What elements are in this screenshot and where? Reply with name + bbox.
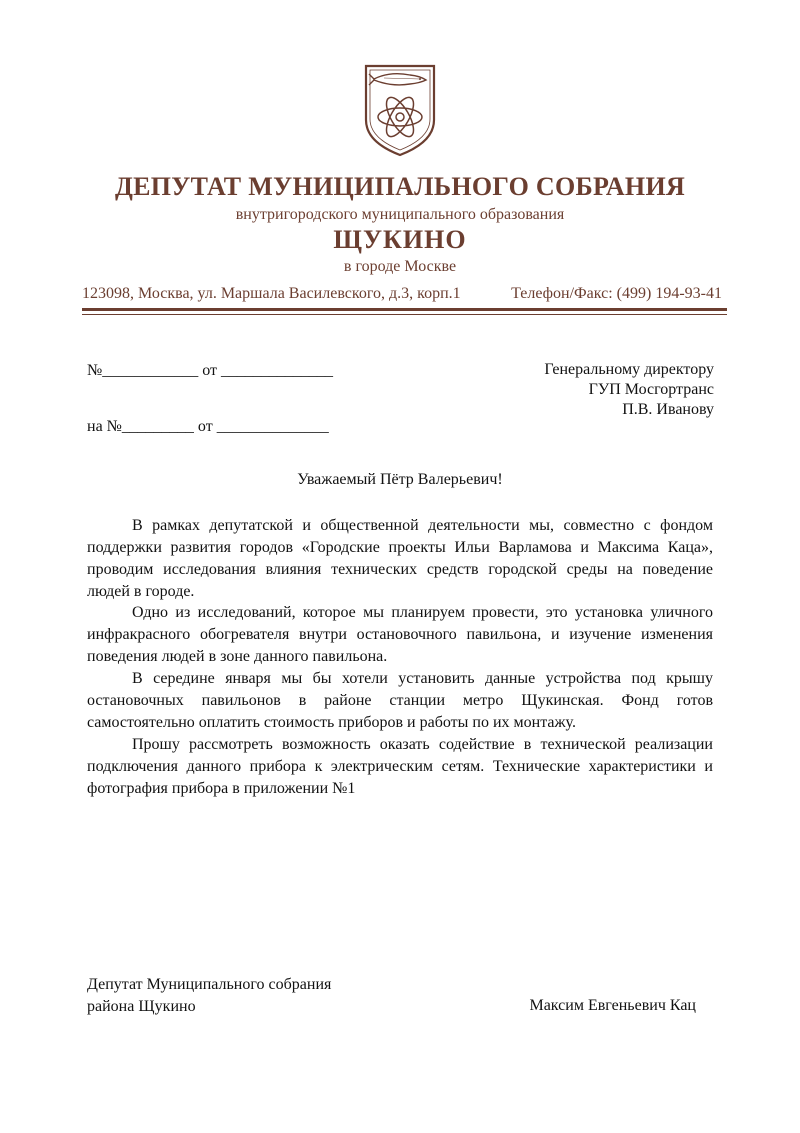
addressee-position: Генеральному директору bbox=[544, 361, 714, 378]
incoming-reference: на №_________ от ______________ bbox=[87, 418, 329, 435]
coat-of-arms-icon bbox=[360, 62, 440, 158]
letterhead-city: в городе Москве bbox=[343, 258, 457, 275]
addressee-block bbox=[544, 360, 714, 420]
letterhead-title: ДЕПУТАТ МУНИЦИПАЛЬНОГО СОБРАНИЯ bbox=[114, 172, 686, 201]
letterhead-phone: Телефон/Факс: (499) 194-93-41 bbox=[511, 285, 722, 302]
body-paragraph: Прошу рассмотреть возможность оказать содействие в технической реализации подключения данного прибора к электрическим сетям. Технические характеристики и фотография прибора в приложении №1 bbox=[87, 736, 713, 797]
body-paragraph: В рамках депутатской и общественной деятельности мы, совместно с фондом поддержки развития городов «Городские проекты Ильи Варламова и Максима Каца», проводим исследования влияния технических средств городской среды на поведение людей в городе. bbox=[87, 517, 713, 600]
letterhead-divider-thin bbox=[82, 314, 727, 315]
signatory-position bbox=[87, 974, 331, 1018]
signatory-position-line2: района Щукино bbox=[87, 998, 196, 1015]
body-paragraph: Одно из исследований, которое мы планируем провести, это установка уличного инфракрасного обогревателя внутри остановочного павильона, и изучение изменения поведения людей в зоне данного павильона. bbox=[87, 604, 713, 665]
addressee-name: П.В. Иванову bbox=[622, 401, 714, 418]
letterhead-municipality-name: ЩУКИНО bbox=[333, 225, 467, 254]
outgoing-reference: №____________ от ______________ bbox=[87, 362, 334, 379]
letterhead-address: 123098, Москва, ул. Маршала Василевского, д.3, корп.1 bbox=[82, 285, 461, 302]
signatory-position-line1: Депутат Муниципального собрания bbox=[87, 976, 332, 993]
letterhead-divider bbox=[82, 308, 727, 311]
body-paragraph: В середине января мы бы хотели установить данные устройства под крышу остановочных павильонов в районе станции метро Щукинская. Фонд готов самостоятельно оплатить стоимость приборов и работы по их монтажу. bbox=[87, 670, 713, 731]
signatory-name: Максим Евгеньевич Кац bbox=[529, 997, 696, 1014]
letterhead-subtitle: внутригородского муниципального образования bbox=[235, 206, 565, 223]
salutation: Уважаемый Пётр Валерьевич! bbox=[297, 471, 503, 488]
addressee-organization: ГУП Мосгортранс bbox=[588, 381, 714, 398]
